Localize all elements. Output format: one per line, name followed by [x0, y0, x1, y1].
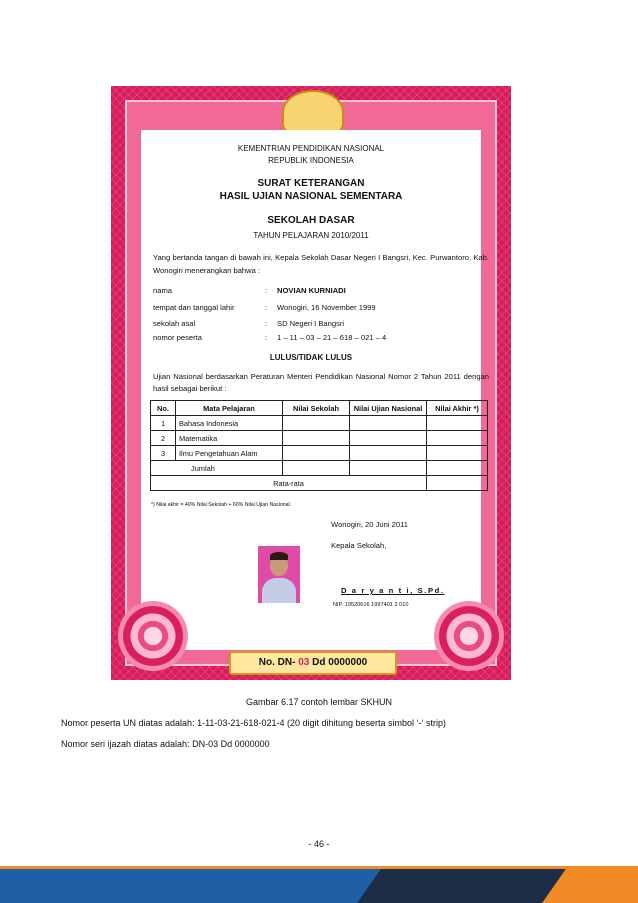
- cell-subject: Matematika: [176, 431, 283, 446]
- signer-title: Kepala Sekolah,: [331, 541, 387, 550]
- cell-empty: [350, 416, 427, 431]
- header-subject: Mata Pelajaran: [176, 401, 283, 416]
- cell-empty: [427, 446, 488, 461]
- table-row: [151, 431, 488, 446]
- serial-prefix: No. DN-: [258, 657, 296, 668]
- academic-year: TAHUN PELAJARAN 2010/2011: [253, 231, 369, 240]
- table-row: [151, 446, 488, 461]
- field-value: 1 – 11 – 03 – 21 – 618 – 021 – 4: [277, 333, 387, 342]
- intro-paragraph: Yang bertanda tangan di bawah ini, Kepala Sekolah Dasar Negeri I Bangsri, Kec. Purwantoro, Kab. Wonogiri menerangkan bahwa :: [153, 253, 489, 275]
- field-label: tempat dan tanggal lahir: [153, 303, 235, 312]
- rosette-ornament-icon: [118, 601, 188, 671]
- field-label: nomor peserta: [153, 333, 202, 342]
- cell-empty: [427, 461, 488, 476]
- cell-empty: [427, 416, 488, 431]
- note-participant-number: Nomor peserta UN diatas adalah: 1-11-03-21-618-021-4 (20 digit dihitung beserta simbol ‘-‘ strip): [61, 718, 447, 728]
- field-value: NOVIAN KURNIADI: [277, 286, 346, 295]
- signer-nip: NIP. 19520616 1997401 2 010: [333, 602, 409, 608]
- cell-no: 2: [151, 431, 176, 446]
- table-total-row: [151, 461, 488, 476]
- field-value: SD Negeri I Bangsri: [277, 319, 345, 328]
- cell-empty: [283, 446, 350, 461]
- certificate-title-2: HASIL UJIAN NASIONAL SEMENTARA: [219, 191, 403, 202]
- ministry-line-1: KEMENTRIAN PENDIDIKAN NASIONAL: [237, 144, 385, 153]
- total-label: Jumlah: [151, 461, 283, 476]
- field-label: nama: [153, 286, 172, 295]
- cell-empty: [283, 431, 350, 446]
- cell-empty: [427, 476, 488, 491]
- ministry-line-2: REPUBLIK INDONESIA: [268, 156, 354, 165]
- note-serial-number: Nomor seri ijazah diatas adalah: DN-03 Dd 0000000: [61, 739, 270, 749]
- certificate-title-1: SURAT KETERANGAN: [257, 178, 365, 189]
- cell-empty: [350, 431, 427, 446]
- garuda-emblem-icon: [282, 90, 344, 134]
- footer-band: [0, 866, 638, 903]
- rosette-ornament-icon: [434, 601, 504, 671]
- header-no: No.: [151, 401, 176, 416]
- cell-empty: [350, 461, 427, 476]
- cell-empty: [283, 461, 350, 476]
- serial-code: 03: [298, 657, 310, 668]
- table-header-row: [151, 401, 488, 416]
- table-average-row: [151, 476, 488, 491]
- field-value: Wonogiri, 16 November 1999: [277, 303, 376, 312]
- table-row: [151, 416, 488, 431]
- grades-table: [150, 400, 488, 491]
- cell-no: 3: [151, 446, 176, 461]
- basis-paragraph: Ujian Nasional berdasarkan Peraturan Menteri Pendidikan Nasional Nomor 2 Tahun 2011 dengan hasil sebagai berikut :: [153, 372, 489, 393]
- photo-hair: [270, 552, 288, 560]
- place-date: Wonogiri, 20 Juni 2011: [331, 520, 408, 529]
- footer-stripe: [0, 866, 638, 869]
- cell-subject: Bahasa Indonesia: [176, 416, 283, 431]
- cell-subject: Ilmu Pengetahuan Alam: [176, 446, 283, 461]
- cell-empty: [283, 416, 350, 431]
- average-label: Rata-rata: [151, 476, 427, 491]
- student-photo: [258, 546, 300, 603]
- serial-number-box: [229, 651, 397, 675]
- field-separator: :: [265, 333, 268, 342]
- skhun-certificate-image: [111, 86, 511, 680]
- header-un-score: Nilai Ujian Nasional: [350, 401, 427, 416]
- cell-empty: [427, 431, 488, 446]
- photo-body: [262, 578, 296, 603]
- field-separator: :: [265, 286, 268, 295]
- cell-no: 1: [151, 416, 176, 431]
- header-school-score: Nilai Sekolah: [283, 401, 350, 416]
- field-separator: :: [265, 319, 268, 328]
- cell-empty: [350, 446, 427, 461]
- field-separator: :: [265, 303, 268, 312]
- school-level: SEKOLAH DASAR: [267, 215, 355, 226]
- pass-status: LULUS/TIDAK LULUS: [269, 353, 353, 362]
- header-final-score: Nilai Akhir *): [427, 401, 488, 416]
- table-footnote: *) Nilai akhir = 40% Nilai Sekolah + 60% Nilai Ujian Nasional.: [151, 502, 292, 508]
- page-number: - 46 -: [308, 839, 330, 849]
- serial-number: [231, 657, 395, 668]
- signer-name: D a r y a n t i, S.Pd.: [341, 586, 445, 595]
- figure-caption: Gambar 6.17 contoh lembar SKHUN: [245, 697, 393, 707]
- serial-suffix: Dd 0000000: [312, 657, 368, 668]
- field-label: sekolah asal: [153, 319, 196, 328]
